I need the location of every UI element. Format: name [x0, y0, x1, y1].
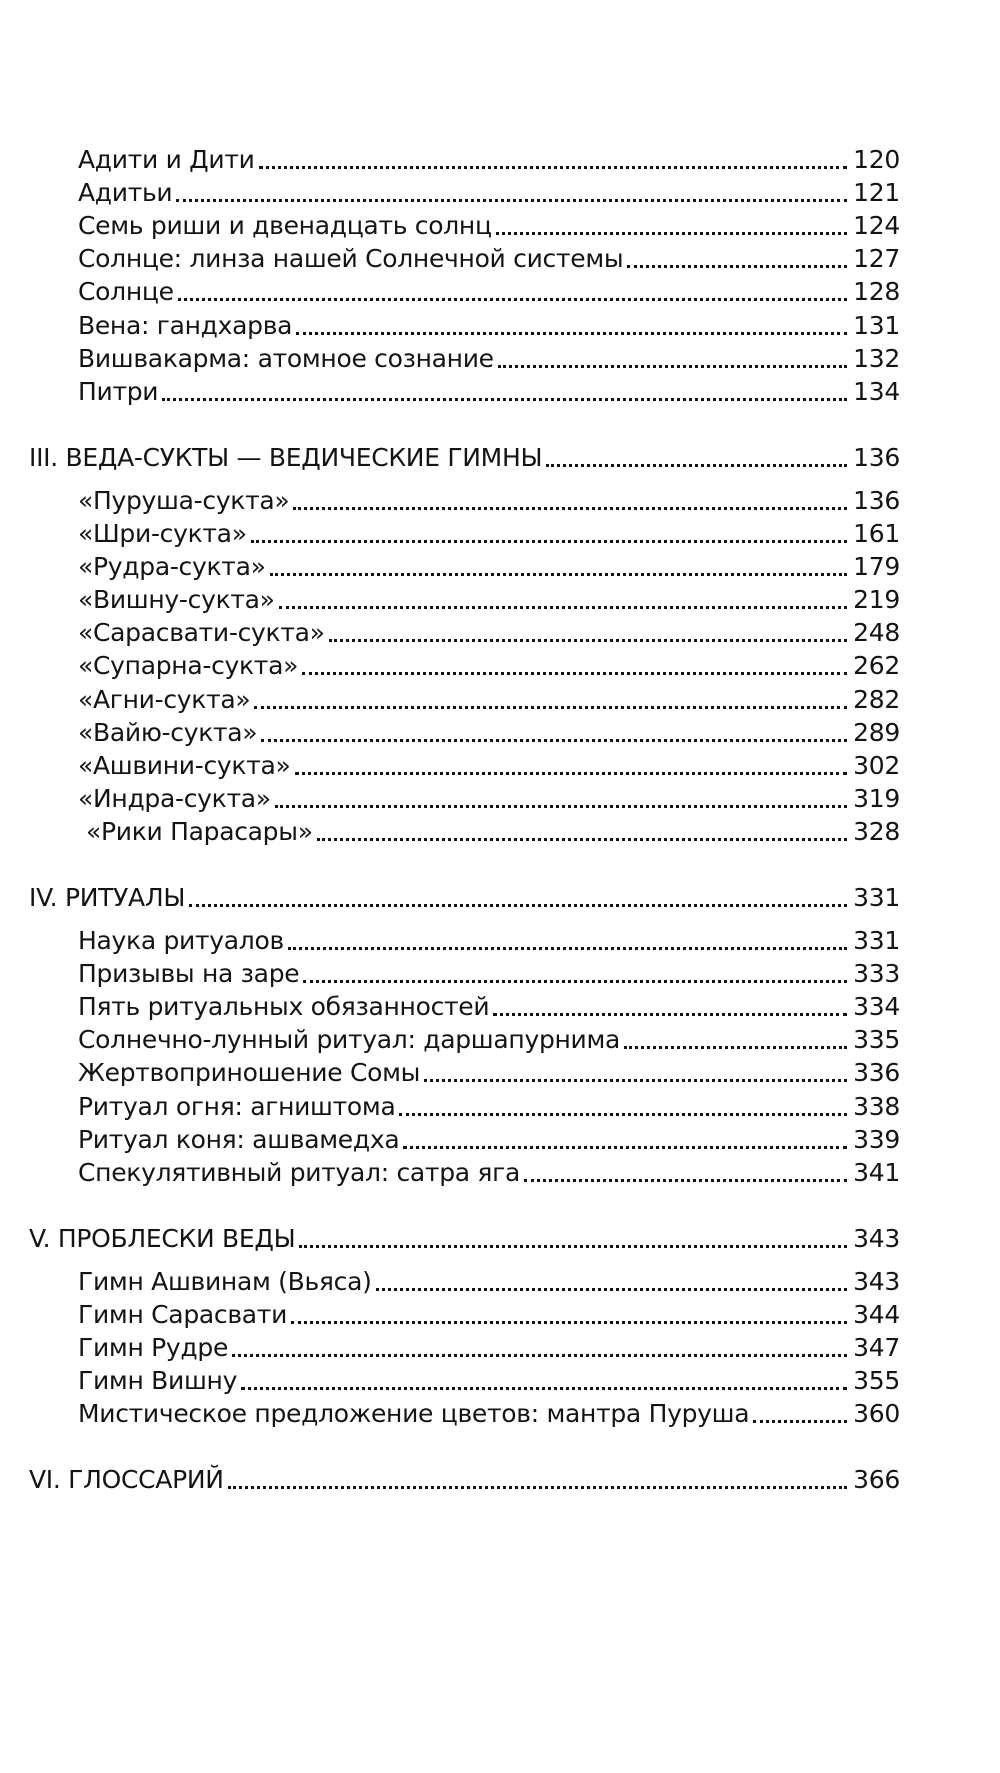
toc-entry-title: Ритуал коня: ашвамедха	[78, 1124, 400, 1154]
toc-entry-page-number: 131	[853, 310, 900, 340]
section-spacer	[0, 408, 1000, 441]
dot-leader	[296, 322, 847, 335]
toc-entry[interactable]	[78, 176, 900, 209]
dot-leader	[189, 894, 847, 907]
toc-entry-page-number: 328	[853, 816, 900, 846]
heading-spacer	[0, 474, 1000, 484]
toc-section-heading[interactable]	[29, 1463, 900, 1496]
dot-leader	[329, 629, 848, 642]
dot-leader	[291, 1311, 847, 1324]
toc-entry[interactable]	[86, 815, 900, 848]
toc-entry-title: Вишвакарма: атомное сознание	[78, 343, 494, 373]
toc-entry-page-number: 262	[853, 651, 900, 681]
toc-entry-title: Семь риши и двенадцать солнц	[78, 211, 492, 241]
dot-leader	[376, 1278, 848, 1291]
toc-entry-title: «Вишну-сукта»	[78, 585, 275, 615]
toc-entry-title: Призывы на заре	[78, 959, 300, 989]
dot-leader	[259, 156, 848, 169]
dot-leader	[178, 288, 847, 301]
dot-leader	[403, 1136, 847, 1149]
toc-entry[interactable]	[78, 583, 900, 616]
toc-entry[interactable]	[78, 484, 900, 517]
toc-entry-title: Гимн Ашвинам (Вьяса)	[78, 1266, 372, 1296]
heading-spacer	[0, 914, 1000, 924]
toc-entry-page-number: 127	[853, 244, 900, 274]
toc-entry-title: Гимн Вишну	[78, 1366, 238, 1396]
toc-entry-title: Гимн Рудре	[78, 1333, 229, 1363]
toc-entry-page-number: 120	[853, 145, 900, 175]
toc-entry-title: «Вайю-сукта»	[78, 717, 258, 747]
toc-entry[interactable]	[78, 1089, 900, 1122]
dot-leader	[254, 696, 847, 709]
toc-section-heading-title: IV. РИТУАЛЫ	[29, 882, 186, 912]
toc-section-heading-page-number: 331	[853, 882, 900, 912]
toc-entry-page-number: 336	[853, 1058, 900, 1088]
toc-entry[interactable]	[78, 550, 900, 583]
toc-entry-page-number: 302	[853, 750, 900, 780]
toc-section-heading-title: VI. ГЛОССАРИЙ	[29, 1465, 224, 1495]
toc-entry[interactable]	[78, 1331, 900, 1364]
toc-entry[interactable]	[78, 616, 900, 649]
dot-leader	[261, 729, 847, 742]
toc-entry-page-number: 338	[853, 1091, 900, 1121]
toc-section-heading-title: V. ПРОБЛЕСКИ ВЕДЫ	[29, 1223, 296, 1253]
section-spacer	[0, 1189, 1000, 1222]
toc-entry[interactable]	[78, 375, 900, 408]
toc-entry-page-number: 282	[853, 684, 900, 714]
toc-entry-title: Солнце: линза нашей Солнечной системы	[78, 244, 624, 274]
dot-leader	[293, 497, 847, 510]
toc-entry-title: Спекулятивный ритуал: сатра яга	[78, 1157, 521, 1187]
toc-entry-page-number: 248	[853, 618, 900, 648]
toc-entry-page-number: 136	[853, 485, 900, 515]
toc-section-heading-title: III. ВЕДА-СУКТЫ — ВЕДИЧЕСКИЕ ГИМНЫ	[29, 442, 543, 472]
dot-leader	[176, 189, 847, 202]
toc-entry[interactable]	[78, 1123, 900, 1156]
toc-entry-title: «Агни-сукта»	[78, 684, 251, 714]
toc-entry-title: Мистическое предложение цветов: мантра Пуруша	[78, 1399, 750, 1429]
toc-entry[interactable]	[78, 308, 900, 341]
toc-entry-title: Солнечно-лунный ритуал: даршапурнима	[78, 1025, 621, 1055]
toc-entry-page-number: 289	[853, 717, 900, 747]
toc-entry-page-number: 355	[853, 1366, 900, 1396]
heading-spacer	[0, 1255, 1000, 1265]
toc-section-heading[interactable]	[29, 1222, 900, 1255]
toc-entry[interactable]	[78, 275, 900, 308]
toc-entry-page-number: 341	[853, 1157, 900, 1187]
toc-entry-page-number: 334	[853, 992, 900, 1022]
heading-spacer	[0, 1496, 1000, 1506]
section-spacer	[0, 848, 1000, 881]
toc-entry-page-number: 343	[853, 1266, 900, 1296]
dot-leader	[399, 1103, 847, 1116]
dot-leader	[624, 1036, 847, 1049]
dot-leader	[303, 970, 847, 983]
dot-leader	[279, 596, 848, 609]
dot-leader	[295, 762, 848, 775]
toc-entry-title: Ритуал огня: агништома	[78, 1091, 396, 1121]
toc-entry-page-number: 360	[853, 1399, 900, 1429]
toc-entry-title: Вена: гандхарва	[78, 310, 293, 340]
toc-entry[interactable]	[78, 1023, 900, 1056]
toc-entry-title: Адити и Дити	[78, 145, 255, 175]
dot-leader	[270, 563, 848, 576]
toc-entry-page-number: 331	[853, 926, 900, 956]
toc-entry[interactable]	[78, 1156, 900, 1189]
dot-leader	[546, 454, 847, 467]
toc-entry-title: «Шри-сукта»	[78, 519, 247, 549]
toc-section-heading[interactable]	[29, 881, 900, 914]
toc-entry-page-number: 179	[853, 552, 900, 582]
toc-entry-page-number: 339	[853, 1124, 900, 1154]
toc-entry-page-number: 128	[853, 277, 900, 307]
toc-entry-page-number: 124	[853, 211, 900, 241]
toc-entry[interactable]	[78, 143, 900, 176]
dot-leader	[753, 1410, 847, 1423]
toc-section-heading-page-number: 343	[853, 1223, 900, 1253]
toc-entry-title: «Ашвини-сукта»	[78, 750, 291, 780]
toc-entry-title: Наука ритуалов	[78, 926, 284, 956]
toc-entry[interactable]	[78, 990, 900, 1023]
toc-entry[interactable]	[78, 1397, 900, 1430]
dot-leader	[496, 222, 848, 235]
toc-entry[interactable]	[78, 782, 900, 815]
toc-entry[interactable]	[78, 957, 900, 990]
toc-entry-title: Жертвоприношение Сомы	[78, 1058, 421, 1088]
toc-entry-page-number: 344	[853, 1300, 900, 1329]
dot-leader	[299, 1235, 847, 1248]
toc-entry[interactable]	[78, 517, 900, 550]
dot-leader	[302, 662, 847, 675]
toc-entry-title: «Индра-сукта»	[78, 783, 271, 813]
dot-leader	[228, 1476, 847, 1489]
dot-leader	[232, 1344, 847, 1357]
toc-entry[interactable]	[78, 682, 900, 715]
toc-entry-page-number: 347	[853, 1333, 900, 1363]
toc-entry-title: «Супарна-сукта»	[78, 651, 299, 681]
toc-entry-title: Гимн Сарасвати	[78, 1300, 288, 1329]
toc-section-heading[interactable]	[29, 441, 900, 474]
toc-entry-title: Питри	[78, 376, 159, 406]
toc-entry-page-number: 335	[853, 1025, 900, 1055]
toc-entry-page-number: 132	[853, 343, 900, 373]
dot-leader	[524, 1169, 847, 1182]
toc-entry-page-number: 333	[853, 959, 900, 989]
toc-entry-page-number: 219	[853, 585, 900, 615]
toc-entry-page-number: 161	[853, 519, 900, 549]
toc-entry-title: Адитьи	[78, 178, 173, 208]
toc-entry[interactable]	[78, 1056, 900, 1089]
toc-entry-page-number: 134	[853, 376, 900, 406]
dot-leader	[288, 937, 847, 950]
toc-entry-title: «Рудра-сукта»	[78, 552, 266, 582]
toc-entry-title: «Пуруша-сукта»	[78, 485, 290, 515]
toc-entry[interactable]	[78, 749, 900, 782]
dot-leader	[627, 255, 847, 268]
toc-section-heading-page-number: 136	[853, 442, 900, 472]
toc-entry-title: Пять ритуальных обязанностей	[78, 992, 490, 1022]
dot-leader	[251, 530, 847, 543]
toc-section-heading-page-number: 366	[853, 1465, 900, 1495]
toc-entry-page-number: 121	[853, 178, 900, 208]
dot-leader	[424, 1069, 847, 1082]
section-spacer	[0, 1430, 1000, 1463]
dot-leader	[162, 388, 847, 401]
toc-entry-title: Солнце	[78, 277, 174, 307]
toc-entry[interactable]	[78, 242, 900, 275]
toc-entry[interactable]	[78, 209, 900, 242]
toc-entry[interactable]	[78, 342, 900, 375]
dot-leader	[317, 828, 847, 841]
toc-entry-title: «Сарасвати-сукта»	[78, 618, 325, 648]
dot-leader	[498, 355, 847, 368]
toc-entry-page-number: 319	[853, 783, 900, 813]
toc-entry[interactable]	[78, 1364, 900, 1397]
dot-leader	[275, 795, 847, 808]
toc-entry[interactable]	[78, 716, 900, 749]
toc-entry[interactable]	[78, 924, 900, 957]
toc-entry[interactable]	[78, 1265, 900, 1298]
dot-leader	[241, 1377, 847, 1390]
toc-entry[interactable]	[78, 1298, 900, 1331]
toc-entry[interactable]	[78, 649, 900, 682]
toc-entry-title: «Рики Парасары»	[86, 816, 313, 846]
dot-leader	[493, 1003, 847, 1016]
